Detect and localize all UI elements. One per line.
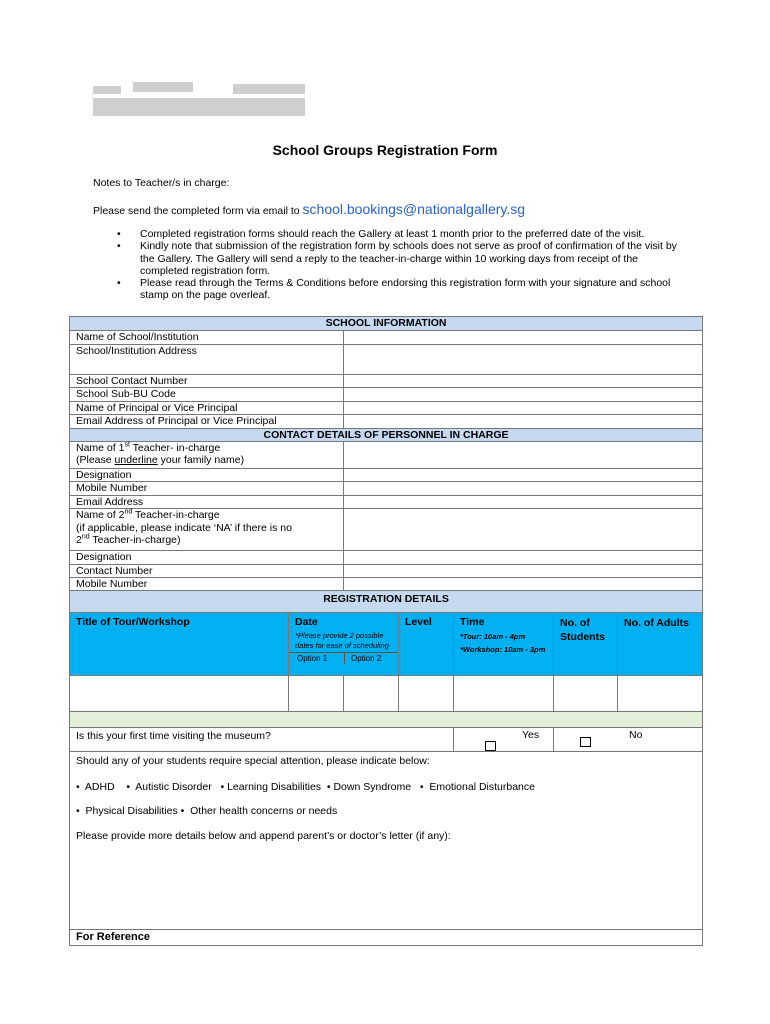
label-underline: underline [114,454,158,467]
time-tour: *Tour: 10am - 4pm [460,631,526,641]
label-part: (Please [76,454,115,467]
mobile2-field[interactable] [344,578,703,591]
label-part: Teacher-in-charge) [89,534,181,547]
principal-email-field[interactable] [344,415,703,428]
label-part: (if applicable, please indicate ‘NA’ if there is no [76,521,292,534]
spacer-row [70,712,703,728]
registration-table [69,316,703,946]
first-visit-question: Is this your first time visiting the museum? [70,728,454,752]
special-needs-details: Please provide more details below and append parent’s or doctor’s letter (if any): [76,829,451,842]
no-checkbox[interactable] [580,737,591,747]
label-part: Teacher-in-charge [132,509,220,522]
students-field[interactable] [554,676,618,712]
school-name-label: Name of School/Institution [70,331,344,345]
school-info-heading: SCHOOL INFORMATION [70,317,703,331]
label-part: Name of 2 [76,509,125,522]
mobile-field[interactable] [344,482,703,495]
special-needs-line1: • ADHD • Autistic Disorder • Learning Disabilities • Down Syndrome • Emotional Disturbance [76,780,535,793]
col-title-header: Title of Tour/Workshop [70,613,289,676]
email-label: Email Address [70,495,344,508]
option1-label: Option 1 [289,653,345,664]
teacher2-name-field[interactable] [344,509,703,551]
special-needs-line2: • Physical Disabilities • Other health concerns or needs [76,805,338,818]
col-adults-header: No. of Adults [618,613,703,676]
date-note: *Please provide 2 possible dates for ease of scheduling [295,630,389,650]
note-item: • Kindly note that submission of the registration form by schools does not serve as proof of confirmation of the visit by the Gallery. The Gallery will send a reply to the teacher-in-charge within 10 working days from receipt of the completed registration form. [93,240,683,277]
note-item: • Please read through the Terms & Conditions before endorsing this registration form with your signature and school stamp on the page overleaf. [93,277,683,302]
time-label: Time [460,616,485,629]
send-prefix: Please send the completed form via email to [93,205,300,217]
label-part: Name of 1 [76,442,125,455]
date-option2-field[interactable] [344,676,399,712]
special-needs-question: Should any of your students require special attention, please indicate below: [76,755,430,768]
teacher1-name-label [70,442,344,469]
designation2-label: Designation [70,551,344,564]
col-date-header [289,613,399,676]
no-option[interactable] [554,728,703,752]
designation2-field[interactable] [344,551,703,564]
col-time-header [454,613,554,676]
date-option1-field[interactable] [289,676,344,712]
principal-email-label: Email Address of Principal or Vice Principal [70,415,344,428]
teacher1-name-field[interactable] [344,442,703,469]
yes-option[interactable] [454,728,554,752]
designation-label: Designation [70,469,344,482]
school-name-field[interactable] [344,331,703,345]
designation-field[interactable] [344,469,703,482]
special-needs-section [70,752,703,930]
school-subbu-label: School Sub-BU Code [70,388,344,401]
principal-name-label: Name of Principal or Vice Principal [70,401,344,414]
col-students-header: No. of Students [554,613,618,676]
contact2-field[interactable] [344,564,703,577]
yes-checkbox[interactable] [485,741,496,751]
personnel-heading: CONTACT DETAILS OF PERSONNEL IN CHARGE [70,428,703,441]
time-field[interactable] [454,676,554,712]
contact2-label: Contact Number [70,564,344,577]
send-instruction [93,201,525,217]
adults-field[interactable] [618,676,703,712]
mobile2-label: Mobile Number [70,578,344,591]
school-contact-field[interactable] [344,375,703,388]
time-workshop: *Workshop: 10am - 3pm [460,644,546,654]
no-label: No [629,729,643,742]
label-sup: st [124,441,130,449]
label-sup: nd [81,533,90,541]
label-part: 2 [76,534,82,547]
note-item: • Completed registration forms should reach the Gallery at least 1 month prior to the preferred date of the visit. [93,228,683,240]
yes-label: Yes [522,729,540,742]
email-link[interactable]: school.bookings@nationalgallery.sg [302,201,526,217]
option2-label: Option 2 [351,653,382,663]
school-address-label: School/Institution Address [70,345,344,375]
school-contact-label: School Contact Number [70,375,344,388]
registration-heading: REGISTRATION DETAILS [70,591,703,613]
level-field[interactable] [399,676,454,712]
notes-list [93,228,683,302]
gallery-logo [93,80,305,136]
teacher2-name-label [70,509,344,551]
label-part: your family name) [157,454,245,467]
date-label: Date [295,616,318,629]
for-reference: For Reference [70,930,703,946]
email-field[interactable] [344,495,703,508]
tour-title-field[interactable] [70,676,289,712]
school-address-field[interactable] [344,345,703,375]
label-part: Teacher- in-charge [129,442,221,455]
mobile-label: Mobile Number [70,482,344,495]
notes-heading: Notes to Teacher/s in charge: [93,177,230,189]
label-sup: nd [124,508,133,516]
col-level-header: Level [399,613,454,676]
principal-name-field[interactable] [344,401,703,414]
school-subbu-field[interactable] [344,388,703,401]
form-title: School Groups Registration Form [272,142,498,158]
